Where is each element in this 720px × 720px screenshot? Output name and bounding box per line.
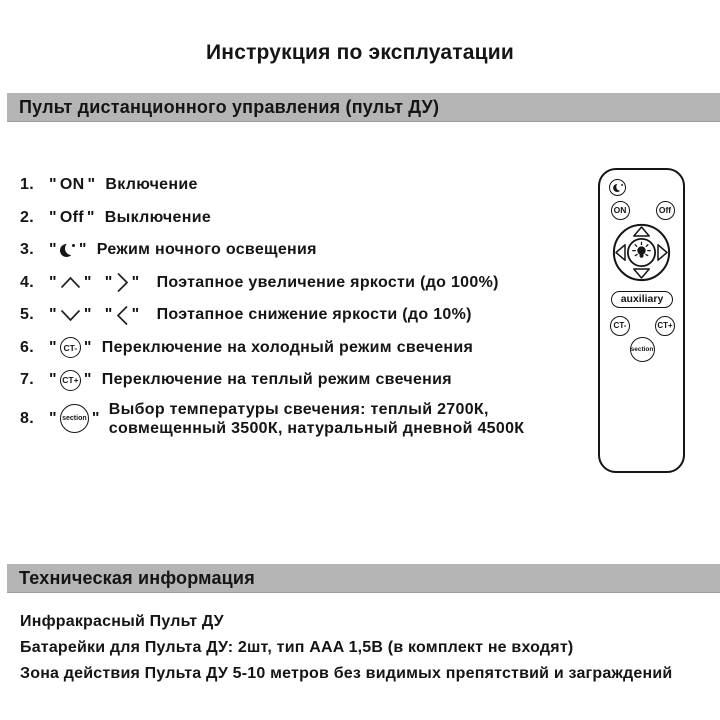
quote-mark: " bbox=[49, 241, 57, 259]
item-number: 6. bbox=[20, 338, 34, 356]
tech-line-batteries: Батарейки для Пульта ДУ: 2шт, тип AAA 1,5В (в комплект не входят) bbox=[20, 639, 574, 656]
item-number: 5. bbox=[20, 306, 34, 324]
quote-mark: " bbox=[83, 273, 92, 291]
remote-ct-plus-button: CT+ bbox=[655, 316, 675, 336]
quote-mark: " bbox=[131, 273, 140, 291]
item-text-line1: Выбор температуры свечения: теплый 2700К, bbox=[108, 400, 489, 418]
quote-mark: " bbox=[86, 208, 95, 226]
quote-mark: " bbox=[104, 306, 113, 324]
item-number: 4. bbox=[20, 273, 34, 291]
item-text: Поэтапное увеличение яркости (до 100%) bbox=[156, 273, 499, 291]
list-item-off bbox=[20, 202, 595, 235]
moon-icon bbox=[60, 242, 76, 258]
list-item-on bbox=[20, 169, 595, 202]
item-number: 1. bbox=[20, 176, 34, 194]
item-text: Поэтапное снижение яркости (до 10%) bbox=[156, 306, 472, 324]
instruction-list bbox=[20, 169, 595, 438]
remote-off-button: Off bbox=[656, 201, 675, 220]
section-header-remote-label: Пульт дистанционного управления (пульт ДУ) bbox=[19, 96, 440, 117]
tech-line-ir: Инфракрасный Пульт ДУ bbox=[20, 613, 224, 630]
item-number: 7. bbox=[20, 371, 34, 389]
quote-mark: " bbox=[49, 371, 57, 389]
item-text: Переключение на холодный режим свечения bbox=[101, 338, 474, 356]
item-text: Включение bbox=[105, 176, 198, 194]
ct-minus-badge: CT- bbox=[60, 337, 81, 358]
list-item-brightness-up bbox=[20, 267, 595, 300]
list-item-color-temperature bbox=[20, 397, 595, 438]
light-bulb-icon bbox=[633, 242, 650, 257]
quote-mark: " bbox=[83, 371, 92, 389]
item-number: 8. bbox=[20, 409, 34, 427]
quote-mark: " bbox=[83, 338, 92, 356]
quote-mark: " bbox=[49, 409, 57, 427]
section-header-tech bbox=[7, 564, 720, 593]
quote-mark: " bbox=[49, 208, 57, 226]
on-symbol: ON bbox=[59, 176, 85, 194]
chevron-right-icon bbox=[116, 272, 129, 293]
quote-mark: " bbox=[131, 306, 140, 324]
item-text-line2: совмещенный 3500К, натуральный дневной 4500К bbox=[108, 419, 525, 437]
item-text: Переключение на теплый режим свечения bbox=[101, 371, 452, 389]
ct-plus-badge: CT+ bbox=[60, 370, 81, 391]
quote-mark: " bbox=[49, 273, 57, 291]
quote-mark: " bbox=[78, 241, 87, 259]
section-header-tech-label: Техническая информация bbox=[19, 567, 255, 588]
remote-section-button: section bbox=[630, 337, 655, 362]
page-title: Инструкция по эксплуатации bbox=[206, 41, 514, 64]
remote-ct-minus-button: CT- bbox=[610, 316, 630, 336]
quote-mark: " bbox=[104, 273, 113, 291]
item-number: 3. bbox=[20, 241, 34, 259]
quote-mark: " bbox=[87, 176, 96, 194]
item-text: Выключение bbox=[104, 208, 212, 226]
item-text: Режим ночного освещения bbox=[96, 241, 317, 259]
quote-mark: " bbox=[49, 338, 57, 356]
remote-night-mode-button bbox=[609, 179, 626, 196]
item-text bbox=[109, 400, 525, 438]
quote-mark: " bbox=[91, 409, 100, 427]
remote-on-button: ON bbox=[611, 201, 630, 220]
section-header-remote bbox=[7, 93, 720, 122]
chevron-down-icon bbox=[60, 309, 81, 322]
list-item-cold-mode bbox=[20, 332, 595, 365]
remote-auxiliary-button: auxiliary bbox=[611, 291, 673, 308]
quote-mark: " bbox=[83, 306, 92, 324]
remote-illustration bbox=[598, 168, 685, 473]
tech-line-range: Зона действия Пульта ДУ 5-10 метров без видимых препятствий и заграждений bbox=[20, 665, 673, 682]
moon-icon bbox=[613, 182, 622, 192]
quote-mark: " bbox=[49, 306, 57, 324]
tech-info-lines bbox=[20, 609, 672, 687]
remote-dpad bbox=[612, 223, 671, 282]
quote-mark: " bbox=[49, 176, 57, 194]
item-number: 2. bbox=[20, 208, 34, 226]
list-item-night-mode bbox=[20, 234, 595, 267]
off-symbol: Off bbox=[59, 208, 84, 226]
chevron-up-icon bbox=[60, 276, 81, 289]
section-badge: section bbox=[60, 404, 89, 433]
list-item-brightness-down bbox=[20, 299, 595, 332]
chevron-left-icon bbox=[116, 305, 129, 326]
list-item-warm-mode bbox=[20, 364, 595, 397]
